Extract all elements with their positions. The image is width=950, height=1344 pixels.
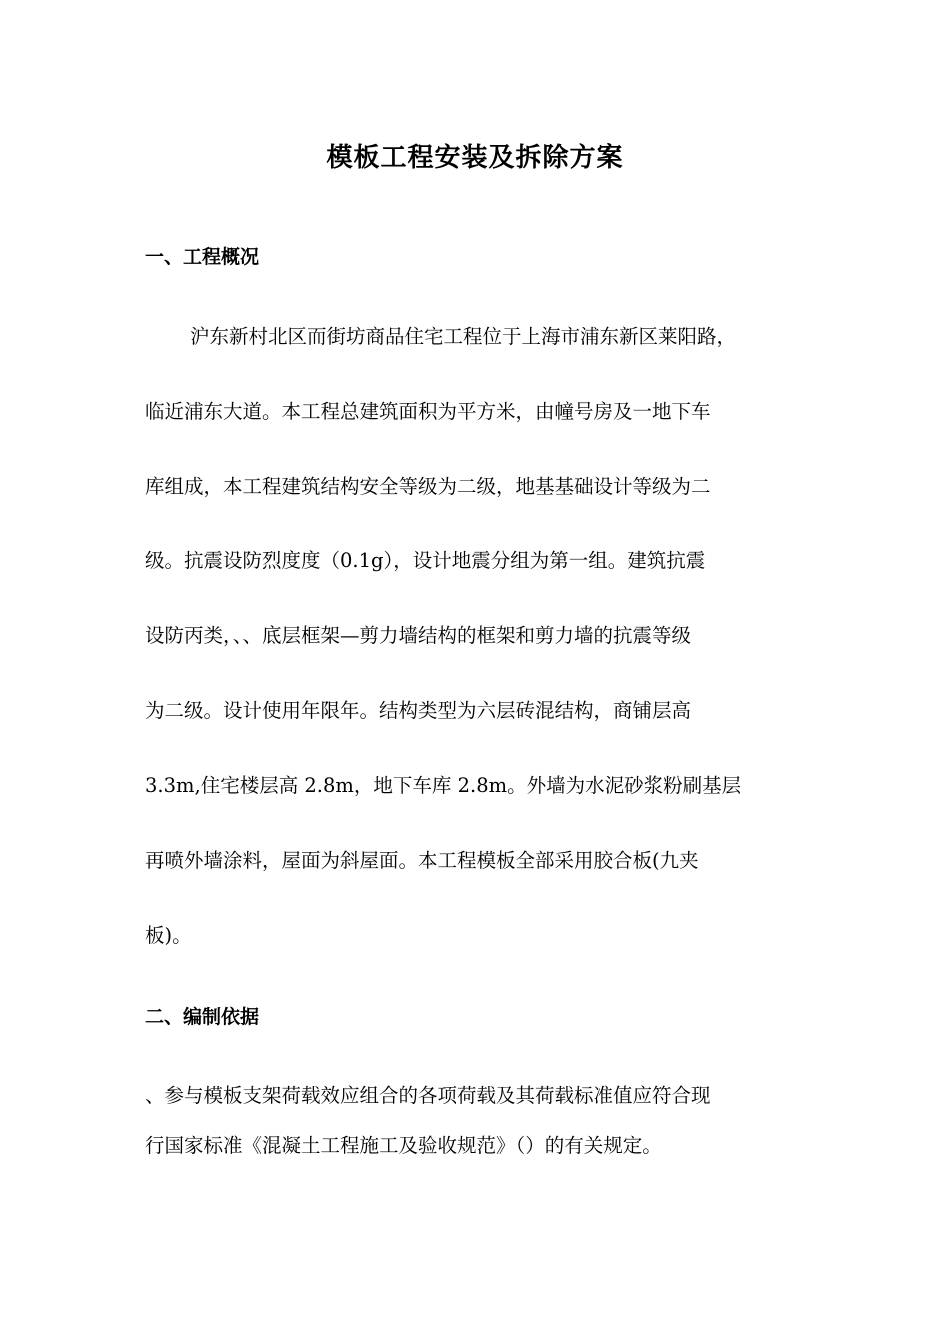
paragraph-line: 库组成，本工程建筑结构安全等级为二级，地基基础设计等级为二 [145,475,711,498]
paragraph-line: 设防丙类，、、底层框架—剪力墙结构的框架和剪力墙的抗震等级 [145,624,692,647]
paragraph-line: 沪东新村北区而街坊商品住宅工程位于上海市浦东新区莱阳路， [190,325,737,348]
paragraph-line: 3.3m,住宅楼层高 2.8m，地下车库 2.8m。外墙为水泥砂浆粉刷基层 [145,774,742,797]
paragraph-line: 行国家标准《混凝土工程施工及验收规范》（）的有关规定。 [145,1134,662,1157]
paragraph-line: 临近浦东大道。本工程总建筑面积为平方米，由幢号房及一地下车 [145,400,711,423]
paragraph-line: 级。抗震设防烈度度（0.1g），设计地震分组为第一组。建筑抗震 [145,549,706,572]
paragraph-line: 、参与模板支架荷载效应组合的各项荷载及其荷载标准值应符合现 [145,1084,711,1107]
section-heading-basis: 二、编制依据 [145,1006,260,1028]
paragraph-line: 再喷外墙涂料，屋面为斜屋面。本工程模板全部采用胶合板(九夹 [145,849,699,872]
section-heading-overview: 一、工程概况 [145,246,260,268]
paragraph-line: 为二级。设计使用年限年。结构类型为六层砖混结构，商铺层高 [145,699,692,722]
paragraph-line: 板)。 [145,924,192,947]
document-title: 模板工程安装及拆除方案 [326,143,624,173]
